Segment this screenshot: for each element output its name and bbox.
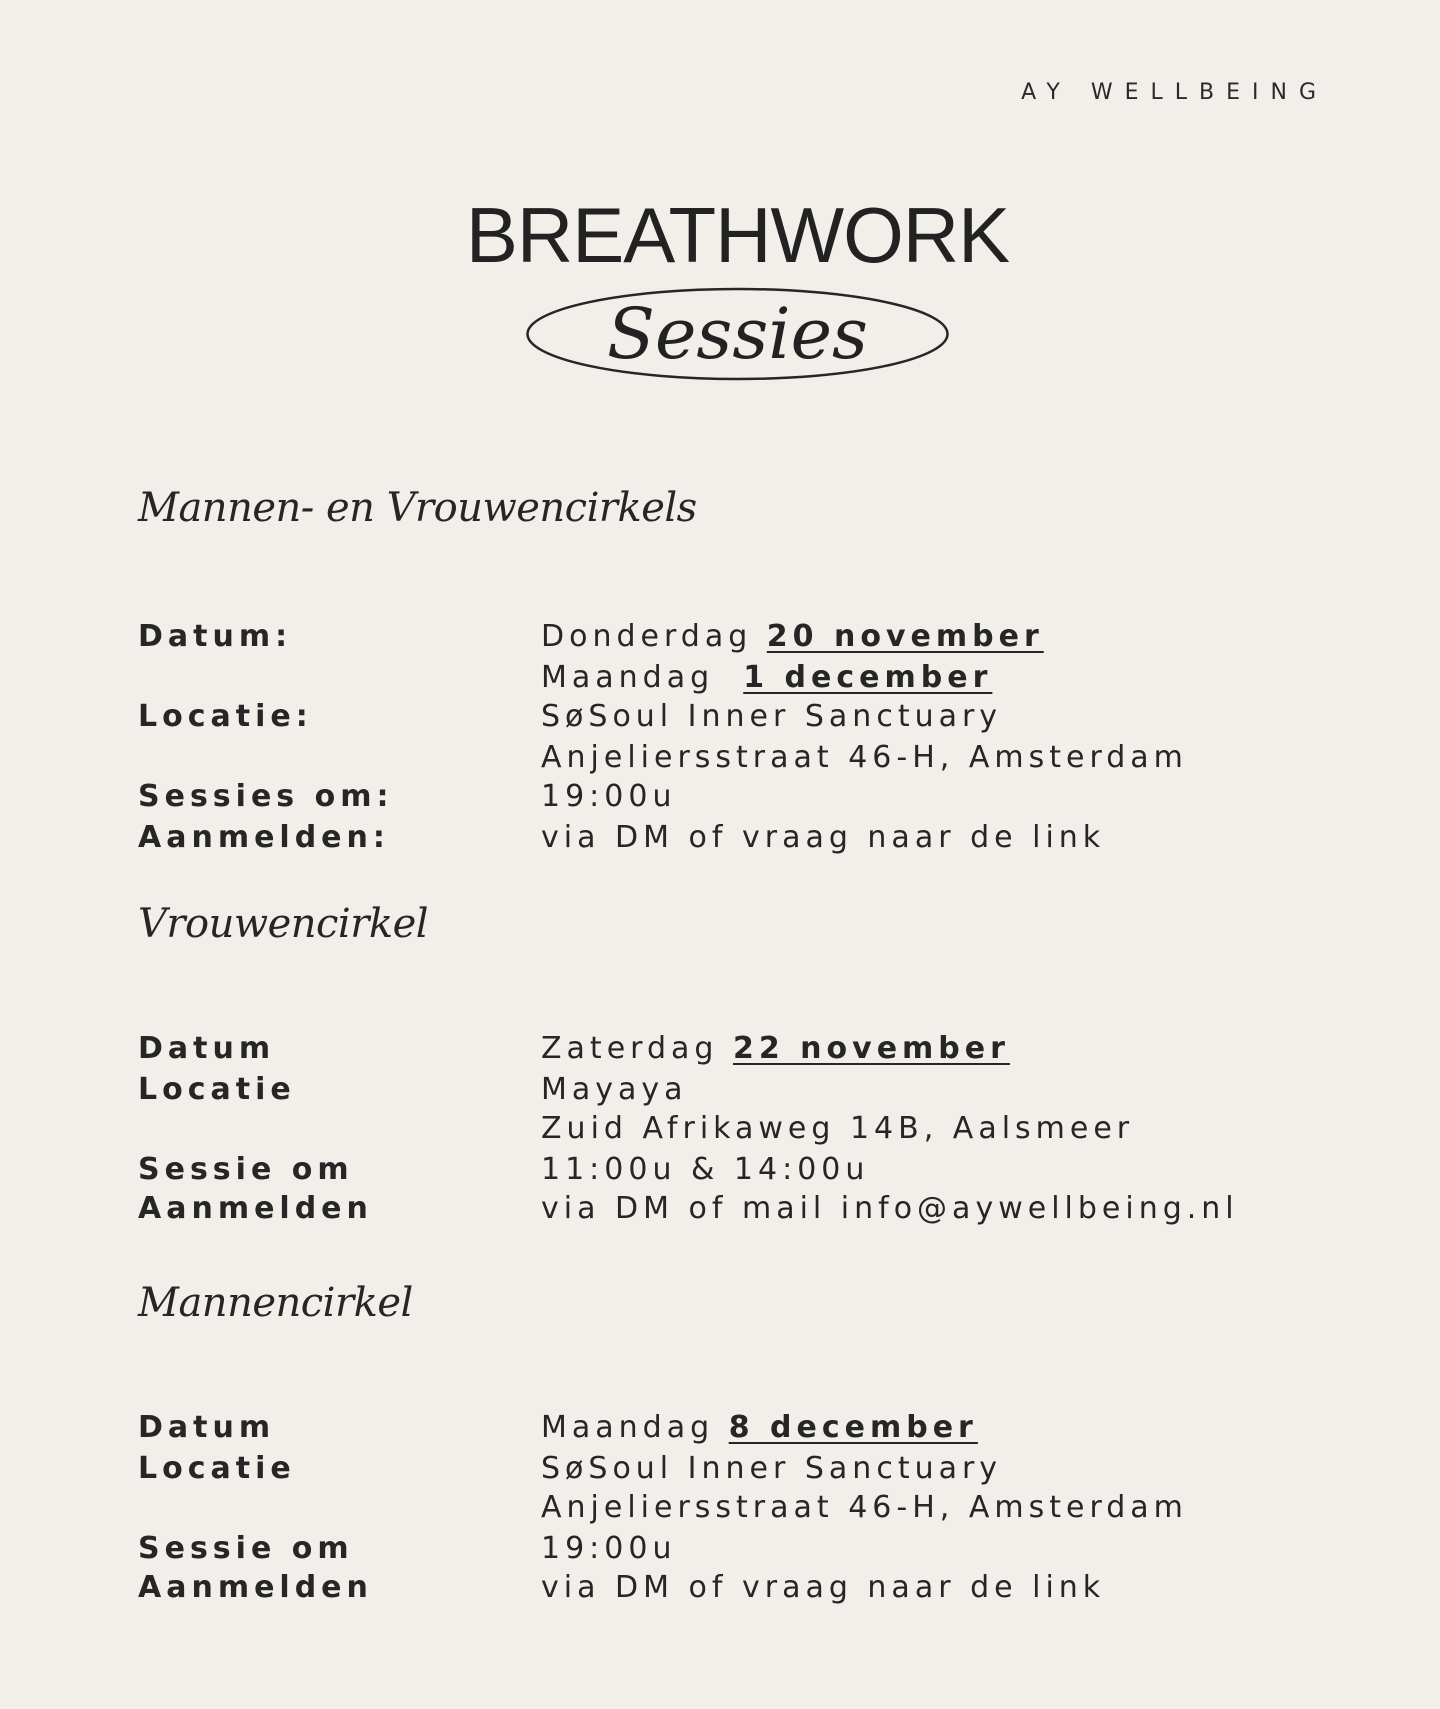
label-sessies-om: Sessies om: [138,779,394,814]
value-signup: via DM of vraag naar de link [541,1570,1106,1605]
label-aanmelden: Aanmelden [138,1570,373,1605]
label-locatie: Locatie: [138,699,313,734]
date-highlight: 8 december [728,1410,978,1445]
value-date [541,1031,1010,1066]
value-location-address: Anjeliersstraat 46-H, Amsterdam [541,740,1188,775]
date-highlight: 1 december [743,660,993,695]
value-location-address: Zuid Afrikaweg 14B, Aalsmeer [541,1111,1135,1146]
section-title: Mannencirkel [138,1280,413,1326]
label-aanmelden: Aanmelden [138,1191,373,1226]
value-location-name: SøSoul Inner Sanctuary [541,1451,1003,1486]
brand-name: AY WELLBEING [1021,80,1328,105]
label-sessie-om: Sessie om [138,1531,354,1566]
value-date-1 [541,619,1044,654]
label-locatie: Locatie [138,1072,296,1107]
weekday: Maandag [541,1410,715,1445]
page-subtitle: Sessies [607,293,868,375]
value-location-address: Anjeliersstraat 46-H, Amsterdam [541,1490,1188,1525]
section-vrouwencirkel [138,901,1388,1226]
weekday: Donderdag [541,619,753,654]
value-date-2 [541,660,993,695]
label-aanmelden: Aanmelden: [138,820,390,855]
label-sessie-om: Sessie om [138,1152,354,1187]
section-mannencirkel [138,1280,1388,1605]
date-highlight: 20 november [766,619,1044,654]
section-mannen-en-vrouwencirkels [138,485,1388,855]
subtitle-badge [525,286,950,382]
label-datum: Datum [138,1410,276,1445]
value-location-name: Mayaya [541,1072,688,1107]
value-signup: via DM of mail info@aywellbeing.nl [541,1191,1239,1226]
value-time: 19:00u [541,779,677,814]
page-title: BREATHWORK [465,191,1010,279]
section-title: Mannen- en Vrouwencirkels [138,485,697,531]
label-locatie: Locatie [138,1451,296,1486]
weekday: Zaterdag [541,1031,719,1066]
value-time: 19:00u [541,1531,677,1566]
value-date [541,1410,978,1445]
date-highlight: 22 november [732,1031,1010,1066]
label-datum: Datum: [138,619,293,654]
value-location-name: SøSoul Inner Sanctuary [541,699,1003,734]
weekday: Maandag [541,660,715,695]
label-datum: Datum [138,1031,276,1066]
value-time: 11:00u & 14:00u [541,1152,870,1187]
section-title: Vrouwencirkel [138,901,429,947]
value-signup: via DM of vraag naar de link [541,820,1106,855]
